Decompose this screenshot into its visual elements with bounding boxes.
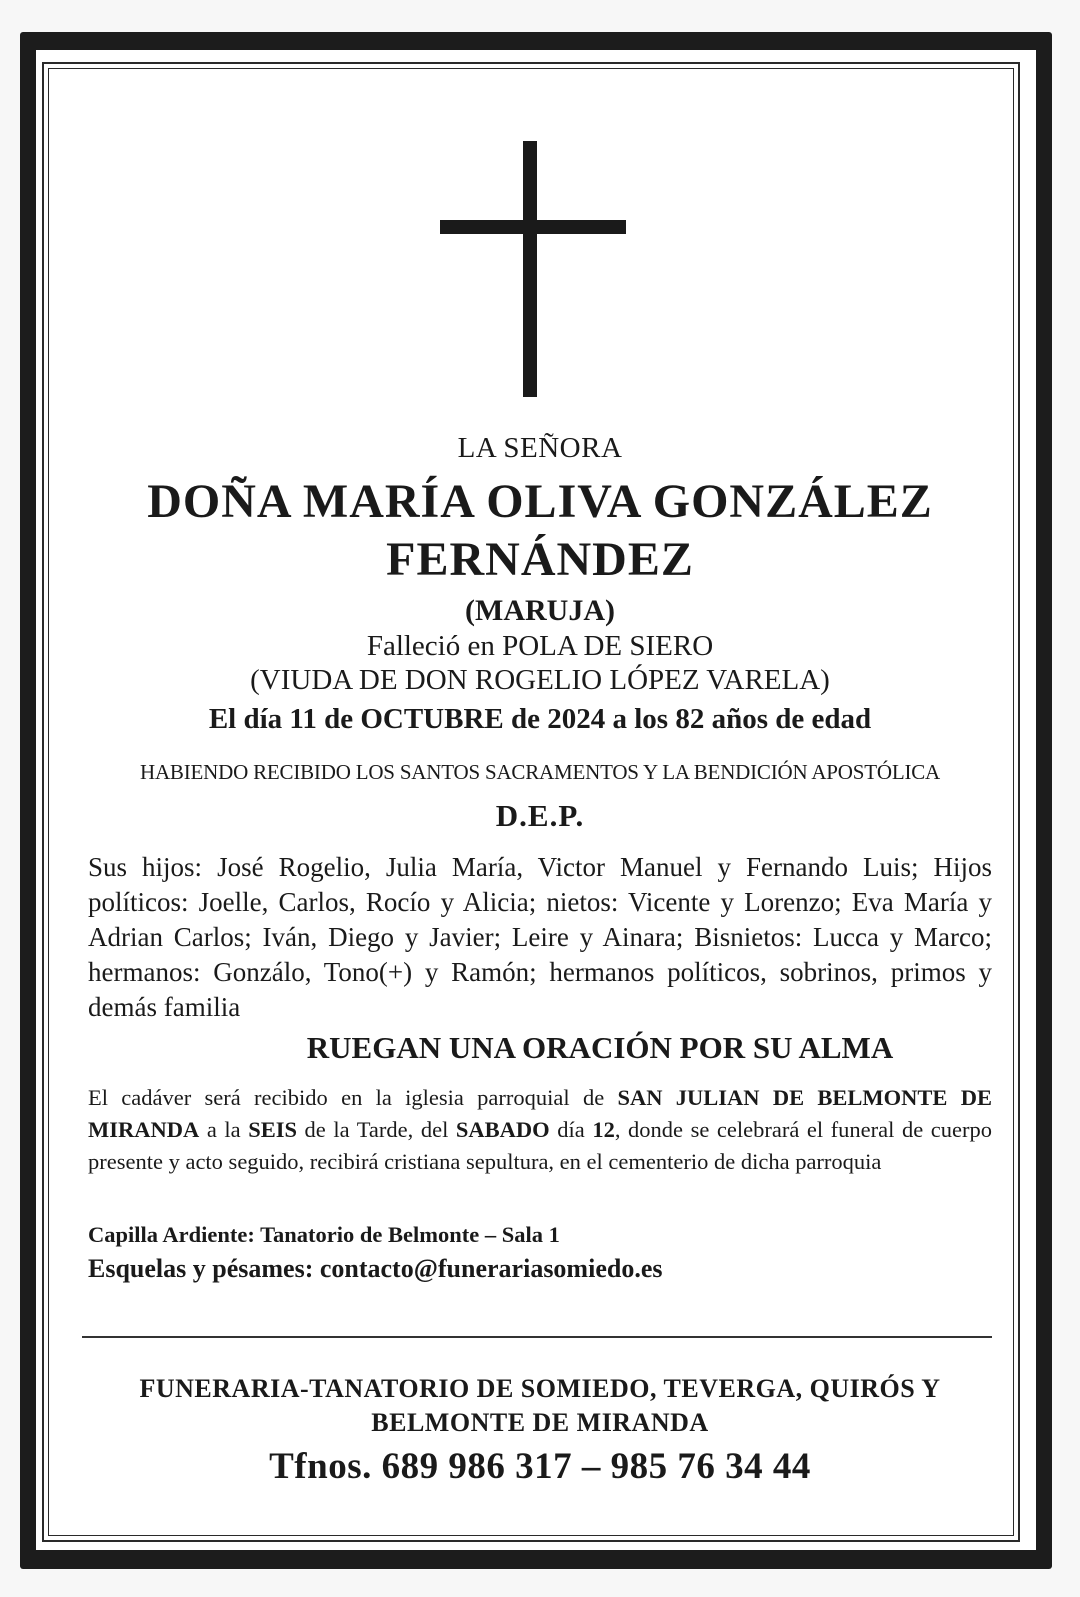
family-list: Sus hijos: José Rogelio, Julia María, Victor Manuel y Fernando Luis; Hijos políticos: Joelle, Carlos, Rocío y Alicia; nietos: Vicente y Lorenzo; Eva María y Adrian Carlos; Iván, Diego y Javier; Leire y Ainara; Bisnietos: Lucca y Marco; hermanos: Gonzálo, Tono(+) y Ramón; hermanos políticos, sobrinos, primos y demás familia <box>88 852 992 1022</box>
footer-divider <box>82 1336 992 1338</box>
funeral-day-number: 12 <box>592 1117 615 1142</box>
cross-vertical-bar <box>523 141 537 397</box>
funeral-home-line1: FUNERARIA-TANATORIO DE SOMIEDO, TEVERGA, QUIRÓS Y <box>139 1374 941 1403</box>
sacraments-line: HABIENDO RECIBIDO LOS SANTOS SACRAMENTOS Y LA BENDICIÓN APOSTÓLICA <box>139 760 941 784</box>
funeral-text-2: a la <box>199 1117 249 1142</box>
funeral-text-5: , donde se celebrará el funeral de cuerpo presente y acto seguido, recibirá cristiana sepultura, en el cementerio de dicha parroquia <box>88 1117 992 1174</box>
cross-horizontal-bar <box>440 220 626 234</box>
phone-numbers: Tfnos. 689 986 317 – 985 76 34 44 <box>269 1446 811 1487</box>
funeral-day: SABADO <box>455 1117 550 1142</box>
funeral-home-line2: BELMONTE DE MIRANDA <box>371 1408 709 1437</box>
rip-abbreviation: D.E.P. <box>495 798 585 833</box>
prayer-request: RUEGAN UNA ORACIÓN POR SU ALMA <box>306 1030 894 1065</box>
chapel-info: Capilla Ardiente: Tanatorio de Belmonte – Sala 1 <box>88 1222 560 1247</box>
deceased-name-line1: DOÑA MARÍA OLIVA GONZÁLEZ <box>147 475 933 528</box>
widow-of: (VIUDA DE DON ROGELIO LÓPEZ VARELA) <box>250 664 830 696</box>
funeral-text-4: día <box>549 1117 593 1142</box>
church-name: SAN JULIAN DE BELMONTE DE MIRANDA <box>88 1085 992 1142</box>
deceased-nickname: (MARUJA) <box>465 594 615 627</box>
death-place: Falleció en POLA DE SIERO <box>366 630 714 662</box>
funeral-hour: SEIS <box>248 1117 297 1142</box>
funeral-text-3: de la Tarde, del <box>296 1117 456 1142</box>
title-prefix: LA SEÑORA <box>457 432 623 464</box>
funeral-text-1: El cadáver será recibido en la iglesia parroquial de <box>88 1085 618 1110</box>
date-and-age: El día 11 de OCTUBRE de 2024 a los 82 años de edad <box>208 703 872 735</box>
funeral-details <box>88 1082 992 1178</box>
deceased-name-line2: FERNÁNDEZ <box>386 533 694 586</box>
condolences-contact: Esquelas y pésames: contacto@funerariasomiedo.es <box>88 1254 663 1283</box>
